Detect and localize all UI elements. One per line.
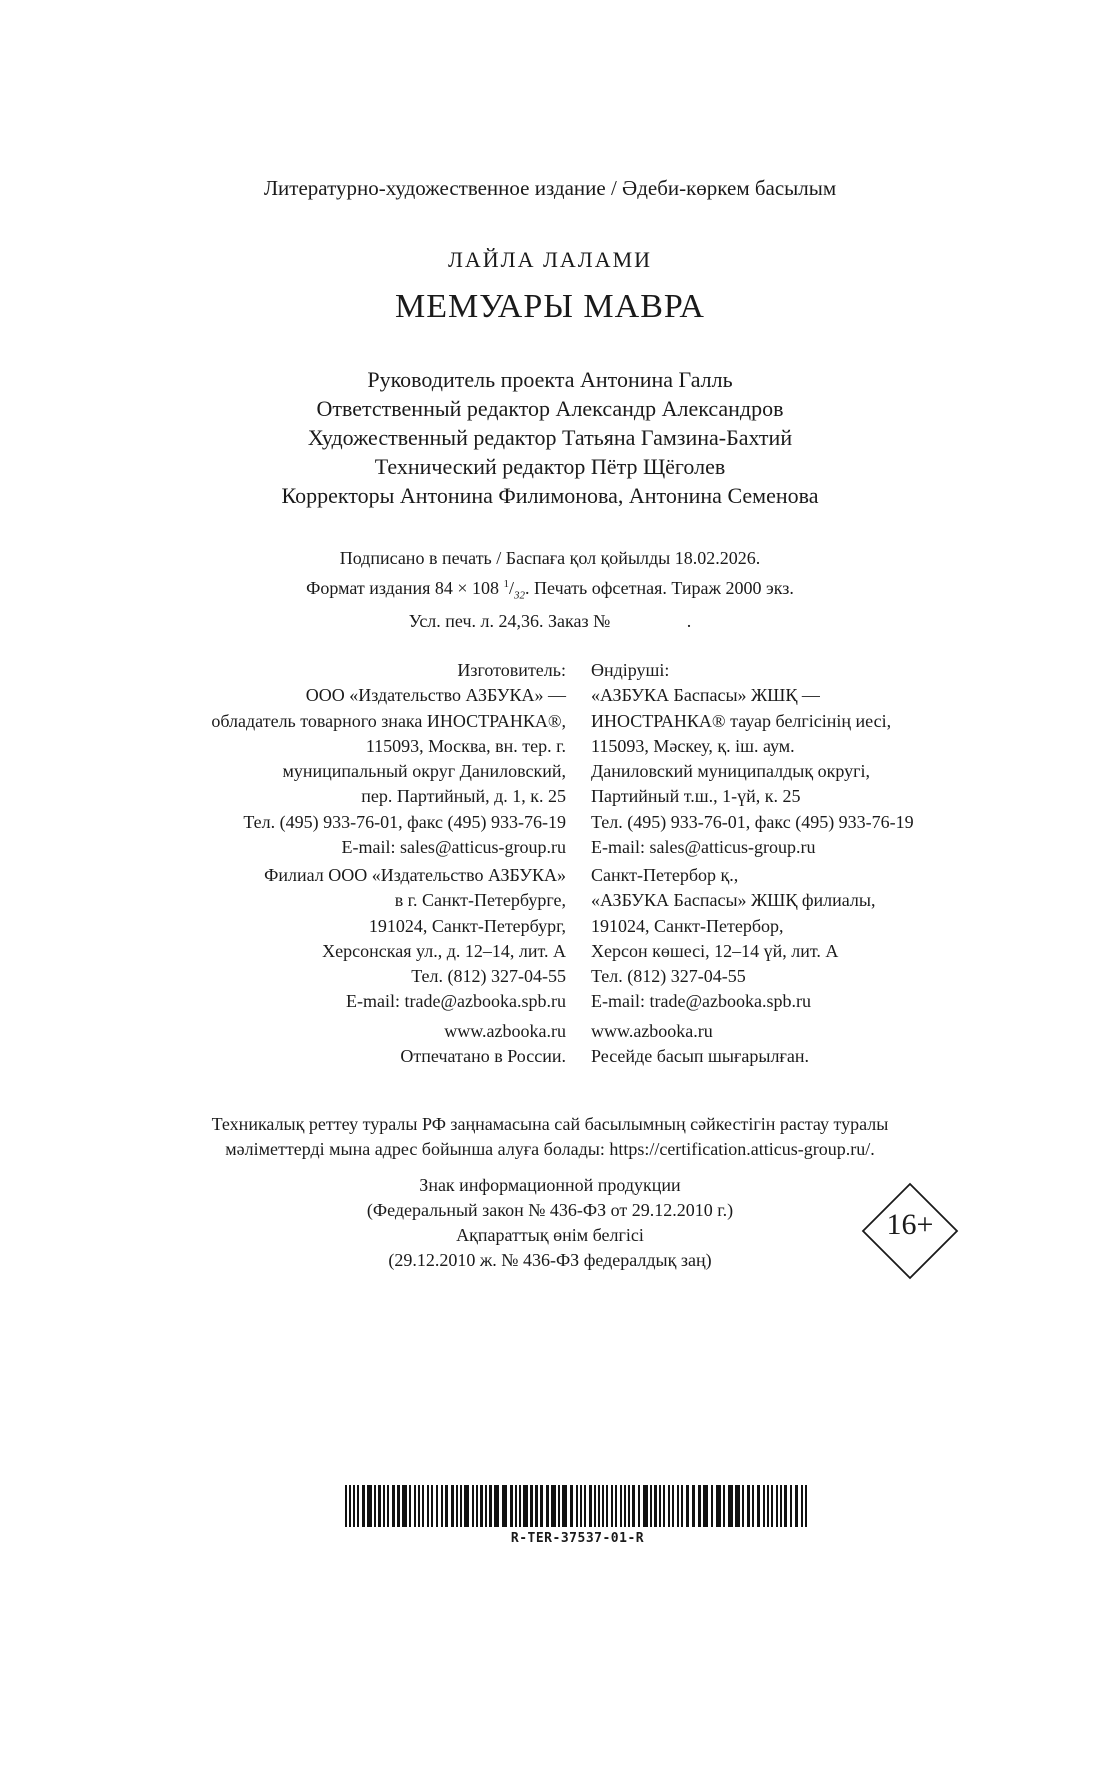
info-sign-line: (29.12.2010 ж. № 436-ФЗ федералдық заң) (388, 1250, 712, 1270)
staff-line: Корректоры Антонина Филимонова, Антонина Семенова (281, 483, 819, 508)
manufacturer-kz-line: Даниловский муниципалдық округі, (591, 761, 870, 782)
manufacturer-kz-line: Тел. (495) 933-76-01, факс (495) 933-76-19 (591, 811, 914, 832)
barcode-icon (345, 1485, 810, 1527)
manufacturer-ru-line: муниципальный округ Даниловский, (282, 761, 566, 782)
manufacturer-ru-line: 115093, Москва, вн. тер. г. (365, 735, 566, 756)
branch-ru-line: 191024, Санкт-Петербург, (368, 915, 566, 936)
author-name: ЛАЙЛА ЛАЛАМИ (447, 247, 653, 272)
website-link[interactable]: www.azbooka.ru (591, 1021, 713, 1041)
certification-line: мәліметтерді мына адрес бойынша алуға болады: https://certification.atticus-group.ru/. (225, 1139, 875, 1159)
manufacturer-kz-line: 115093, Мәскеу, қ. іш. аум. (591, 735, 795, 756)
info-sign-line: Ақпараттық өнім белгісі (456, 1225, 644, 1245)
format-numerator: 1 (503, 577, 510, 590)
branch-ru-line: Тел. (812) 327-04-55 (411, 966, 566, 987)
certification-line: Техникалық реттеу туралы РФ заңнамасына сай басылымның сәйкестігін растау туралы (211, 1114, 889, 1134)
format-denominator: 32 (514, 589, 526, 602)
staff-credits (0, 365, 1100, 510)
manufacturer-kz-email[interactable]: E-mail: sales@atticus-group.ru (591, 837, 816, 858)
manufacturer-kz-line: Партийный т.ш., 1-үй, к. 25 (591, 786, 801, 807)
branch-ru-line: Филиал ООО «Издательство АЗБУКА» (264, 865, 566, 885)
manufacturer-ru-email[interactable]: E-mail: sales@atticus-group.ru (341, 837, 566, 858)
format-fraction: $^1/_{32}$ (503, 577, 526, 602)
branch-kz-line: «АЗБУКА Баспасы» ЖШҚ филиалы, (591, 890, 876, 911)
signed-to-print: Подписано в печать / Баспаға қол қойылды 18.02.2026. (339, 548, 761, 568)
manufacturer-ru-line: Тел. (495) 933-76-01, факс (495) 933-76-19 (243, 811, 566, 832)
manufacturer-kz (591, 658, 914, 860)
format-prefix: Формат издания 84 × 108 (306, 577, 500, 598)
branch-kz (591, 863, 875, 1015)
site-kz (591, 1019, 809, 1070)
printing-info (0, 546, 1100, 634)
manufacturer-ru-line: Изготовитель: (457, 660, 566, 680)
barcode-text: R-TER-37537-01-R (510, 1531, 645, 1546)
branch-kz-line: Тел. (812) 327-04-55 (591, 966, 746, 987)
order-line: Усл. печ. л. 24,36. Заказ № . (408, 610, 692, 631)
branch-ru-line: в г. Санкт-Петербурге, (394, 890, 566, 911)
age-rating-badge (861, 1182, 959, 1280)
manufacturer-ru-line: пер. Партийный, д. 1, к. 25 (361, 786, 566, 807)
branch-ru-email[interactable]: E-mail: trade@azbooka.spb.ru (346, 991, 566, 1012)
branch-ru-line: Херсонская ул., д. 12–14, лит. А (322, 940, 566, 961)
manufacturer-kz-line: ИНОСТРАНКА® тауар белгісінің иесі, (591, 710, 892, 731)
printed-in-russia: Отпечатано в России. (400, 1046, 566, 1067)
certification-note (0, 1112, 1100, 1162)
site-ru (400, 1019, 566, 1070)
info-sign-line: Знак информационной продукции (419, 1175, 681, 1195)
manufacturer-ru-line: обладатель товарного знака ИНОСТРАНКА®, (211, 710, 566, 731)
branch-kz-line: Санкт-Петербор қ., (591, 865, 739, 885)
staff-line: Ответственный редактор Александр Александров (316, 396, 784, 421)
age-rating-label: 16+ (886, 1208, 934, 1241)
info-sign-line: (Федеральный закон № 436-ФЗ от 29.12.2010 г.) (366, 1200, 734, 1220)
format-line (0, 572, 1100, 609)
branch-kz-line: 191024, Санкт-Петербор, (591, 915, 784, 936)
manufacturer-kz-line: «АЗБУКА Баспасы» ЖШҚ — (591, 685, 820, 706)
genre-line: Литературно-художественное издание / Әдеби-көркем басылым (263, 176, 837, 200)
book-title: МЕМУАРЫ МАВРА (394, 288, 705, 325)
branch-kz-line: Херсон көшесі, 12–14 үй, лит. А (591, 940, 839, 961)
branch-kz-email[interactable]: E-mail: trade@azbooka.spb.ru (591, 991, 811, 1012)
barcode (345, 1485, 810, 1527)
staff-line: Технический редактор Пётр Щёголев (374, 454, 726, 479)
manufacturer-ru-line: ООО «Издательство АЗБУКА» — (305, 685, 566, 706)
branch-ru (264, 863, 566, 1015)
format-suffix: . Печать офсетная. Тираж 2000 экз. (525, 577, 794, 598)
manufacturer-ru (211, 658, 566, 860)
website-link[interactable]: www.azbooka.ru (444, 1021, 566, 1041)
manufacturer-kz-line: Өндіруші: (591, 660, 670, 680)
staff-line: Художественный редактор Татьяна Гамзина-Бахтий (307, 425, 793, 450)
printed-in-russia-kz: Ресейде басып шығарылған. (591, 1046, 809, 1067)
staff-line: Руководитель проекта Антонина Галль (367, 367, 733, 392)
